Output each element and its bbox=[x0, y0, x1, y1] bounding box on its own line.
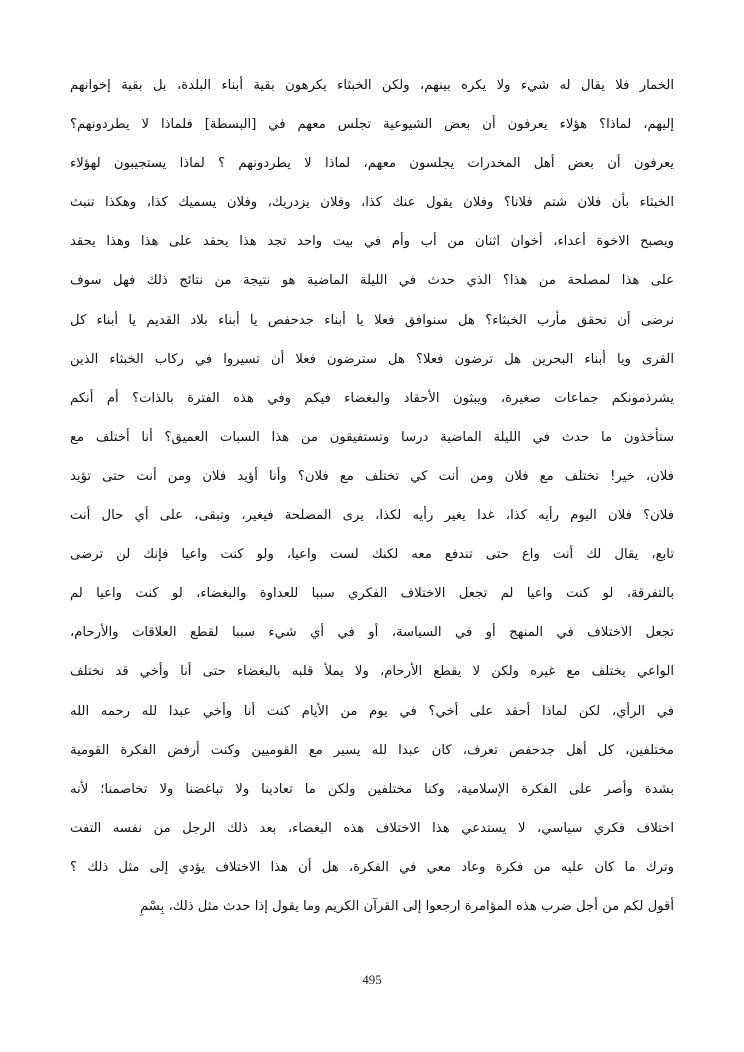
text-line-20: اختلاف فكري سياسي، لا يستدعي هذا الاختلاف هذه البغضاء، بعد ذلك الرجل من نفسه التفت bbox=[70, 820, 674, 836]
text-line-11: فلان، خير! تختلف مع فلان ومن أنت كي تختلف مع فلان؟ وأنا أؤيد فلان ومن أنت حتى تؤيد bbox=[70, 468, 674, 484]
text-line-10: ستأخذون ما حدث في الليلة الماضية درسا وتستفيقون من هذا السبات العميق؟ أنا أختلف مع bbox=[70, 429, 674, 445]
body-text bbox=[70, 66, 674, 926]
text-line-4: الخبثاء بأن فلان شتم فلانا؟ وفلان يقول عنك كذا، وفلان يزدريك، وفلان يسميك كذا، وهكذا تنبث bbox=[70, 195, 674, 211]
text-line-18: مختلفين، كل أهل جدحفص تعرف، كان عبدا لله يسير مع القوميين وكنت أرفض الفكرة القومية bbox=[70, 742, 674, 758]
text-line-17: في الرأي، لكن لماذا أحقد على أخي؟ في يوم من الأيام كنت أنا وأخي عبدا لله رحمه الله bbox=[70, 703, 674, 719]
text-line-6: على هذا لمصلحة من هذا؟ الذي حدث في الليلة الماضية هو نتيجة من نتائج ذلك فهل سوف bbox=[70, 273, 674, 289]
text-line-13: تابع، يقال لك أنت واع حتى تندفع معه لكنك لست واعيا، ولو كنت واعيا فإنك لن ترضى bbox=[70, 547, 674, 563]
text-line-2: إليهم، لماذا؟ هؤلاء يعرفون أن بعض الشيوعية تجلس معهم في [البسطة] فلماذا لا يطردونهم؟ bbox=[70, 117, 674, 133]
text-line-16: الواعي يختلف مع غيره ولكن لا يقطع الأرحام، ولا يملأ قلبه بالبغضاء حتى أنا وأخي قد نختلف bbox=[70, 664, 674, 680]
text-line-5: ويصبح الاخوة أعداء، أخوان اثنان من أب وأم في بيت واحد تجد هذا يحقد على هذا وهذا يحقد bbox=[70, 234, 674, 250]
text-line-7: نرضى أن نحقق مأرب الخبثاء؟ هل سنوافق فعلا يا أبناء جدحفص يا أبناء بلاد القديم يا أبناء كل bbox=[70, 312, 674, 328]
text-line-3: يعرفون أن بعض أهل المخدرات يجلسون معهم، لماذا لا يطردونهم ؟ لماذا يستجيبون لهؤلاء bbox=[70, 156, 674, 172]
text-line-15: تجعل الاختلاف في المنهج أو في السياسة، أو في أي شيء سببا لقطع العلاقات والأرحام، bbox=[70, 625, 674, 641]
text-line-22: أقول لكم من أجل ضرب هذه المؤامرة ارجعوا إلى القرآن الكريم وما يقول إذا حدث مثل ذلك، بِسْمِ bbox=[139, 898, 674, 914]
text-line-1: الخمار فلا يقال له شيء ولا يكره بينهم، ولكن الخبثاء يكرهون بقية أبناء البلدة، بل بقية إخوانهم bbox=[70, 78, 674, 93]
page-number: 495 bbox=[362, 972, 382, 987]
text-line-21: وترك ما كان عليه من فكرة وعاد معي في الفكرة، هل أن هذا الاختلاف يؤدي إلى مثل ذلك ؟ bbox=[70, 859, 674, 875]
text-line-12: فلان؟ فلان اليوم رأيه كذا، غدا يغير رأيه لكذا، يرى المصلحة فيغير، وتبقى، على أي حال أنت bbox=[70, 508, 674, 524]
text-line-9: يشرذمونكم جماعات صغيرة، ويبثون الأحقاد والبغضاء فيكم وفي هذه الفترة بالذات؟ أم أنكم bbox=[70, 390, 674, 406]
text-line-14: بالتفرقة، لو كنت واعيا لم تجعل الاختلاف الفكري سببا للعداوة والبغضاء، لو كنت واعيا لم bbox=[70, 586, 674, 602]
text-line-19: بشدة وأصر على الفكرة الإسلامية، وكنا مختلفين ولكن ما تعادينا ولا تباغضنا ولا تخاصمنا؛ لأنه bbox=[70, 781, 674, 797]
text-line-8: القرى ويا أبناء البحرين هل ترضون فعلا؟ هل سترضون فعلا أن تسيروا في ركاب الخبثاء الذين bbox=[70, 351, 674, 367]
